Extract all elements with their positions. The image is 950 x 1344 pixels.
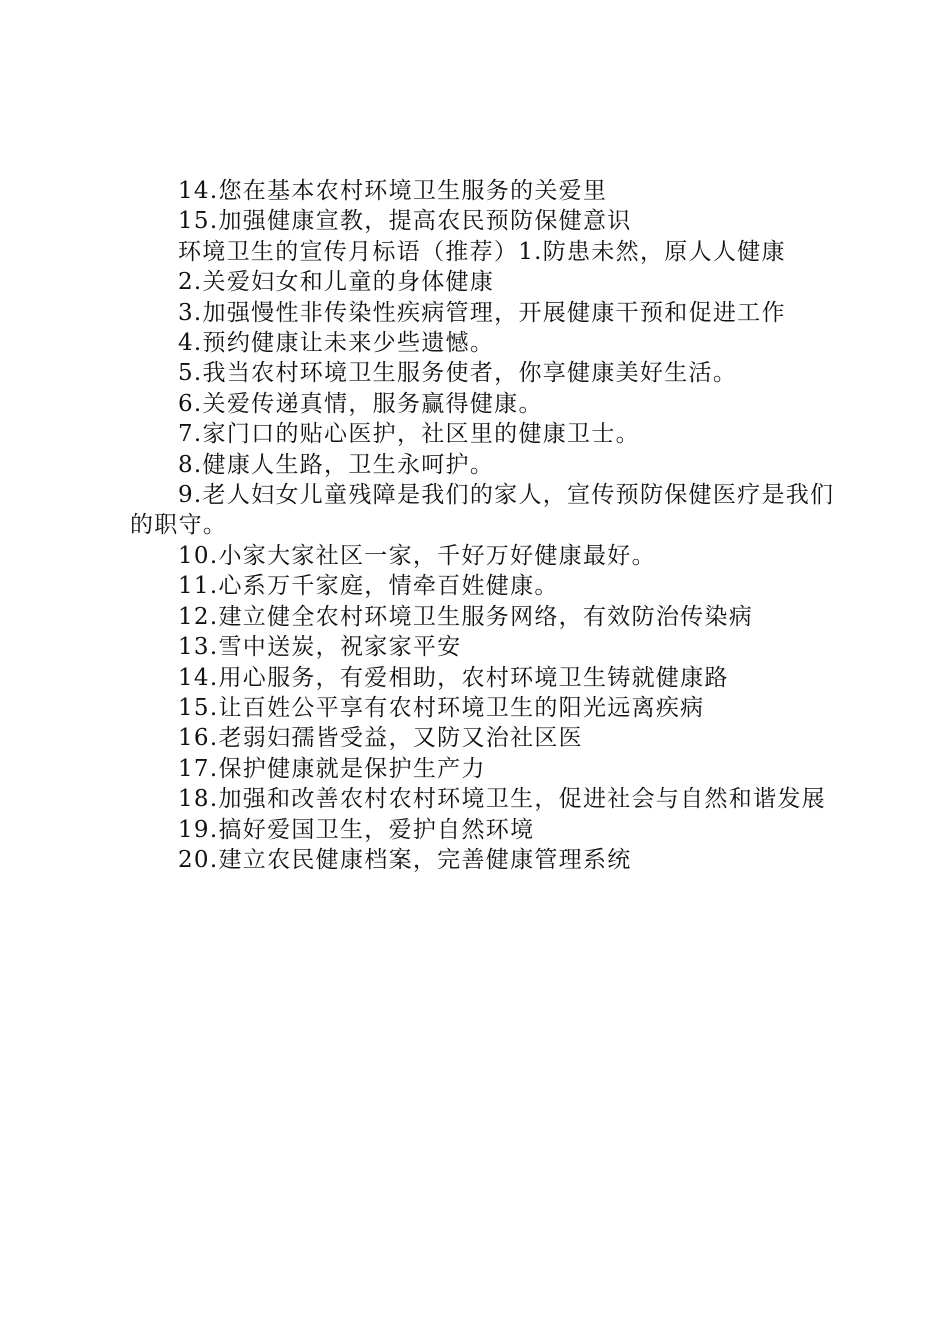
slogan-line: 14.您在基本农村环境卫生服务的关爱里 (178, 178, 608, 204)
slogan-line: 15.加强健康宣教，提高农民预防保健意识 (178, 208, 632, 235)
slogan-line: 4.预约健康让未来少些遗憾。 (178, 330, 495, 357)
slogan-line: 7.家门口的贴心医护，社区里的健康卫士。 (178, 421, 640, 448)
slogan-line: 3.加强慢性非传染性疾病管理，开展健康干预和促进工作 (178, 299, 786, 326)
slogan-line: 9.老人妇女儿童残障是我们的家人，宣传预防保健医疗是我们的职守。 (130, 482, 835, 539)
slogan-line: 11.心系万千家庭，情牵百姓健康。 (178, 573, 559, 600)
slogan-line: 20.建立农民健康档案，完善健康管理系统 (178, 846, 632, 873)
slogan-line: 19.搞好爱国卫生，爱护自然环境 (178, 816, 535, 843)
slogan-line: 8.健康人生路，卫生永呵护。 (178, 451, 495, 478)
slogan-line: 5.我当农村环境卫生服务使者，你享健康美好生活。 (178, 360, 738, 387)
slogan-line: 10.小家大家社区一家，千好万好健康最好。 (178, 542, 656, 569)
slogan-line: 18.加强和改善农村农村环境卫生，促进社会与自然和谐发展 (178, 786, 826, 813)
slogan-line: 15.让百姓公平享有农村环境卫生的阳光远离疾病 (178, 694, 705, 721)
slogan-line: 16.老弱妇孺皆受益，又防又治社区医 (178, 725, 583, 752)
section-heading-line: 环境卫生的宣传月标语（推荐）1.防患未然，原人人健康 (178, 238, 786, 265)
slogan-line: 12.建立健全农村环境卫生服务网络，有效防治传染病 (178, 603, 754, 630)
slogan-line: 17.保护健康就是保护生产力 (178, 755, 486, 782)
slogan-line: 2.关爱妇女和儿童的身体健康 (178, 269, 495, 296)
slogan-line: 13.雪中送炭，祝家家平安 (178, 634, 462, 661)
slogan-line: 6.关爱传递真情，服务赢得健康。 (178, 390, 543, 417)
slogan-list (130, 176, 835, 875)
slogan-line: 14.用心服务，有爱相助，农村环境卫生铸就健康路 (178, 664, 729, 691)
